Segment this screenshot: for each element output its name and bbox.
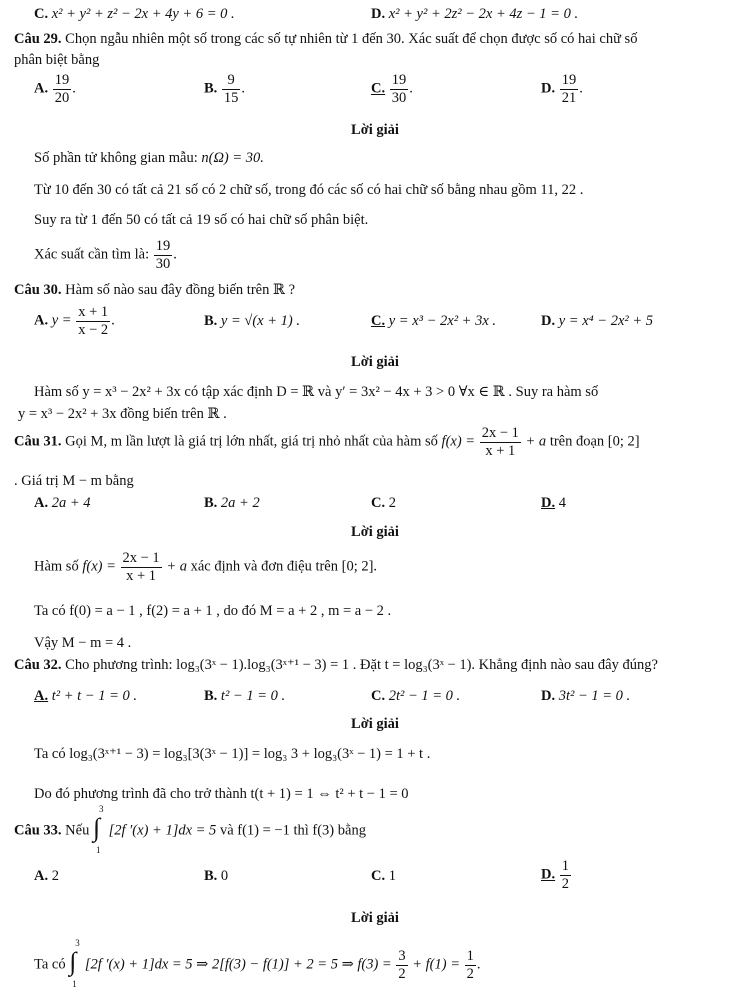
q29-solution-line: Từ 10 đến 30 có tất cả 21 số có 2 chữ số, trong đó các số có hai chữ số bằng nhau gồm 11, 22 . (34, 182, 584, 198)
denominator: 21 (561, 89, 577, 106)
solution-text: Xác suất cần tìm là: (34, 246, 150, 263)
question-31-stem-cont: . Giá trị M − m bằng (14, 473, 134, 489)
fraction (390, 72, 409, 106)
option-text: t² + t − 1 = 0 . (51, 688, 137, 704)
numerator: 2x − 1 (481, 425, 519, 441)
option-letter: A. (34, 80, 49, 97)
option-letter: C. (34, 6, 49, 22)
option-text: 1 (388, 868, 396, 884)
question-text: và f(1) = −1 thì f(3) bằng (219, 822, 366, 839)
question-text: phân biệt bằng (14, 52, 100, 68)
option-letter: B. (204, 495, 218, 511)
math-expression: f(x) = (441, 433, 476, 450)
option-text: 2 (388, 495, 396, 511)
numerator: 19 (54, 72, 70, 88)
fraction (560, 72, 579, 106)
question-text: Hàm số nào sau đây đồng biến trên ℝ ? (65, 282, 296, 298)
q31-solution-line: Ta có f(0) = a − 1 , f(2) = a + 1 , do đó M = a + 2 , m = a − 2 . (34, 603, 392, 619)
option-letter-correct: D. (541, 495, 556, 511)
option-letter: A. (34, 495, 49, 511)
denominator: 30 (155, 255, 171, 272)
option-text: y = √(x + 1) . (220, 313, 300, 329)
denominator: 2 (466, 965, 474, 982)
denominator: x + 1 (126, 567, 157, 584)
option-text: 2a + 2 (220, 495, 260, 511)
fraction (396, 948, 407, 982)
integral-lower-bound: 1 (72, 979, 77, 990)
numerator: 19 (391, 72, 407, 88)
question-label: Câu 30. (14, 282, 62, 298)
denominator: 2 (561, 875, 569, 892)
solution-heading: Lời giải (351, 910, 399, 926)
q29-solution-line (34, 150, 264, 167)
q31-solution-line: Vậy M − m = 4 . (34, 635, 132, 651)
fraction (121, 550, 162, 584)
math-expression: f(x) = (82, 558, 116, 575)
option-text: 0 (220, 868, 229, 884)
question-text: Chọn ngẫu nhiên một số trong các số tự nhiên từ 1 đến 30. Xác suất để chọn được số có hai chữ số (65, 31, 638, 47)
question-text: trên đoạn [0; 2] (549, 433, 640, 450)
q29-solution-line: Suy ra từ 1 đến 50 có tất cả 19 số có hai chữ số phân biệt. (34, 212, 369, 228)
numerator: 3 (398, 947, 406, 964)
numerator: 19 (561, 72, 577, 88)
q33-option-b (204, 868, 228, 885)
numerator: 19 (155, 238, 171, 254)
option-letter: D. (541, 80, 556, 97)
integral-sign (92, 804, 105, 856)
option-letter: C. (371, 868, 386, 884)
solution-heading: Lời giải (351, 354, 399, 370)
option-text: 4 (558, 495, 566, 511)
question-32-stem (14, 657, 658, 674)
q32-solution-line: Do đó phương trình đã cho trở thành t(t + 1) = 1 ⇔ t² + t − 1 = 0 (34, 786, 409, 802)
q31-option-c (371, 495, 396, 512)
q31-solution-line (34, 550, 377, 584)
option-letter: D. (371, 6, 386, 22)
option-text: t² − 1 = 0 . (220, 688, 286, 704)
option-letter: D. (541, 313, 556, 329)
option-text: x² + y² + 2z² − 2x + 4z − 1 = 0 . (388, 6, 579, 22)
option-text: y = x⁴ − 2x² + 5 (558, 313, 654, 329)
option-letter-correct: C. (371, 313, 386, 329)
q33-option-a (34, 868, 59, 885)
math-expression: + f(1) = (412, 956, 460, 973)
math-expression: [2f ′(x) + 1]dx = 5 ⇒ 2[f(3) − f(1)] + 2 = 5 ⇒ f(3) = (84, 956, 392, 973)
option-letter: B. (204, 688, 218, 704)
question-text: Cho phương trình: log₃(3ˣ − 1).log₃(3ˣ⁺¹ − 3) = 1 . Đặt t = log₃(3ˣ − 1). Khẳng định nào sau đây đúng? (65, 657, 658, 673)
option-text: 2 (51, 868, 59, 884)
fraction (465, 948, 476, 982)
option-letter-correct: A. (34, 688, 49, 704)
option-text: y = x³ − 2x² + 3x . (388, 313, 497, 329)
denominator: x + 1 (485, 442, 516, 459)
fraction (154, 238, 173, 272)
option-letter-correct: D. (541, 866, 556, 883)
punctuation: . (476, 956, 481, 973)
q32-option-b (204, 688, 285, 705)
math-expression: y = (51, 312, 72, 329)
question-label: Câu 32. (14, 657, 62, 673)
q33-option-c (371, 868, 396, 885)
q33-option-d (541, 858, 572, 892)
numerator: 2x − 1 (122, 550, 160, 566)
option-letter: C. (371, 688, 386, 704)
q30-option-b (204, 313, 300, 330)
q29-option-a: A. $\frac{19}{20}$ . (34, 72, 76, 106)
fraction (560, 858, 571, 892)
solution-heading: Lời giải (351, 716, 399, 732)
q33-solution-line (34, 938, 481, 990)
question-label: Câu 29. (14, 31, 62, 47)
q31-option-b (204, 495, 260, 512)
question-31-stem (14, 425, 640, 459)
solution-heading: Lời giải (351, 524, 399, 540)
math-expression: + a (166, 558, 187, 575)
q30-option-d (541, 313, 653, 330)
option-letter: B. (204, 868, 218, 884)
q30-solution-line: y = x³ − 2x² + 3x đồng biến trên ℝ . (18, 406, 227, 422)
option-letter: A. (34, 868, 49, 884)
option-letter: A. (34, 312, 49, 329)
denominator: 30 (391, 89, 407, 106)
integral-upper-bound: 3 (98, 804, 104, 814)
question-text: Gọi M, m lần lượt là giá trị lớn nhất, giá trị nhỏ nhất của hàm số (65, 433, 438, 450)
q31-option-d (541, 495, 566, 512)
denominator: 2 (398, 965, 406, 982)
solution-text: xác định và đơn điệu trên [0; 2]. (190, 558, 378, 575)
q32-option-a (34, 688, 137, 705)
option-text: 2a + 4 (51, 495, 91, 511)
question-label: Câu 33. (14, 822, 62, 839)
integral-symbol: ∫ (69, 947, 77, 976)
fraction (53, 72, 72, 106)
integral-symbol: ∫ (92, 813, 101, 842)
q32-option-c (371, 688, 460, 705)
numerator: 1 (561, 858, 569, 874)
question-text: Nếu (65, 822, 90, 839)
fraction (76, 304, 110, 338)
fraction (480, 425, 521, 459)
question-label: Câu 31. (14, 433, 62, 450)
question-29-stem-cont (14, 52, 99, 69)
numerator: 9 (222, 72, 241, 90)
integral-sign (69, 938, 81, 990)
math-expression: + a (525, 433, 547, 450)
question-33-stem (14, 804, 366, 856)
q32-option-d (541, 688, 630, 705)
option-letter-correct: C. (371, 80, 386, 97)
option-text: x² + y² + z² − 2x + 4y + 6 = 0 . (51, 6, 235, 22)
option-letter: B. (204, 80, 218, 97)
solution-text: Ta có (34, 956, 66, 973)
fraction (222, 72, 241, 106)
denominator: x − 2 (78, 321, 109, 338)
option-letter: D. (541, 688, 556, 704)
q29-option-b: B. $\frac{9}{15}$ . (204, 72, 246, 106)
math-expression: n(Ω) = 30. (201, 150, 264, 166)
q29-option-c: C. $\frac{19}{30}$ . (371, 72, 413, 106)
option-letter: B. (204, 313, 218, 329)
q32-solution-line: Ta có log₃(3ˣ⁺¹ − 3) = log₃[3(3ˣ − 1)] = log₃ 3 + log₃(3ˣ − 1) = 1 + t . (34, 746, 431, 762)
integral-lower-bound: 1 (95, 845, 101, 856)
integral-upper-bound: 3 (75, 938, 80, 948)
solution-text: Số phần tử không gian mẫu: (34, 150, 198, 166)
numerator: x + 1 (78, 304, 109, 320)
q29-solution-line: Xác suất cần tìm là: $\frac{19}{30}$ . (34, 238, 177, 272)
option-text: 3t² − 1 = 0 . (558, 688, 631, 704)
prev-option-c (34, 6, 235, 23)
question-30-stem (14, 282, 295, 299)
denominator: 20 (54, 89, 70, 106)
denominator: 15 (223, 89, 239, 106)
q29-option-d: D. $\frac{19}{21}$ . (541, 72, 583, 106)
prev-option-d (371, 6, 578, 23)
question-29-stem (14, 31, 637, 48)
numerator: 1 (466, 947, 474, 964)
q31-option-a (34, 495, 91, 512)
solution-heading: Lời giải (351, 122, 399, 138)
option-text: 2t² − 1 = 0 . (388, 688, 461, 704)
math-expression: [2f ′(x) + 1]dx = 5 (108, 822, 217, 839)
q30-option-a: A. y = $\frac{x + 1}{x - 2}$ . (34, 304, 115, 338)
option-letter: C. (371, 495, 386, 511)
q30-solution-line: Hàm số y = x³ − 2x² + 3x có tập xác định D = ℝ và y′ = 3x² − 4x + 3 > 0 ∀x ∈ ℝ . Suy ra hàm số (34, 384, 599, 400)
q30-option-c (371, 313, 496, 330)
solution-text: Hàm số (34, 558, 79, 575)
